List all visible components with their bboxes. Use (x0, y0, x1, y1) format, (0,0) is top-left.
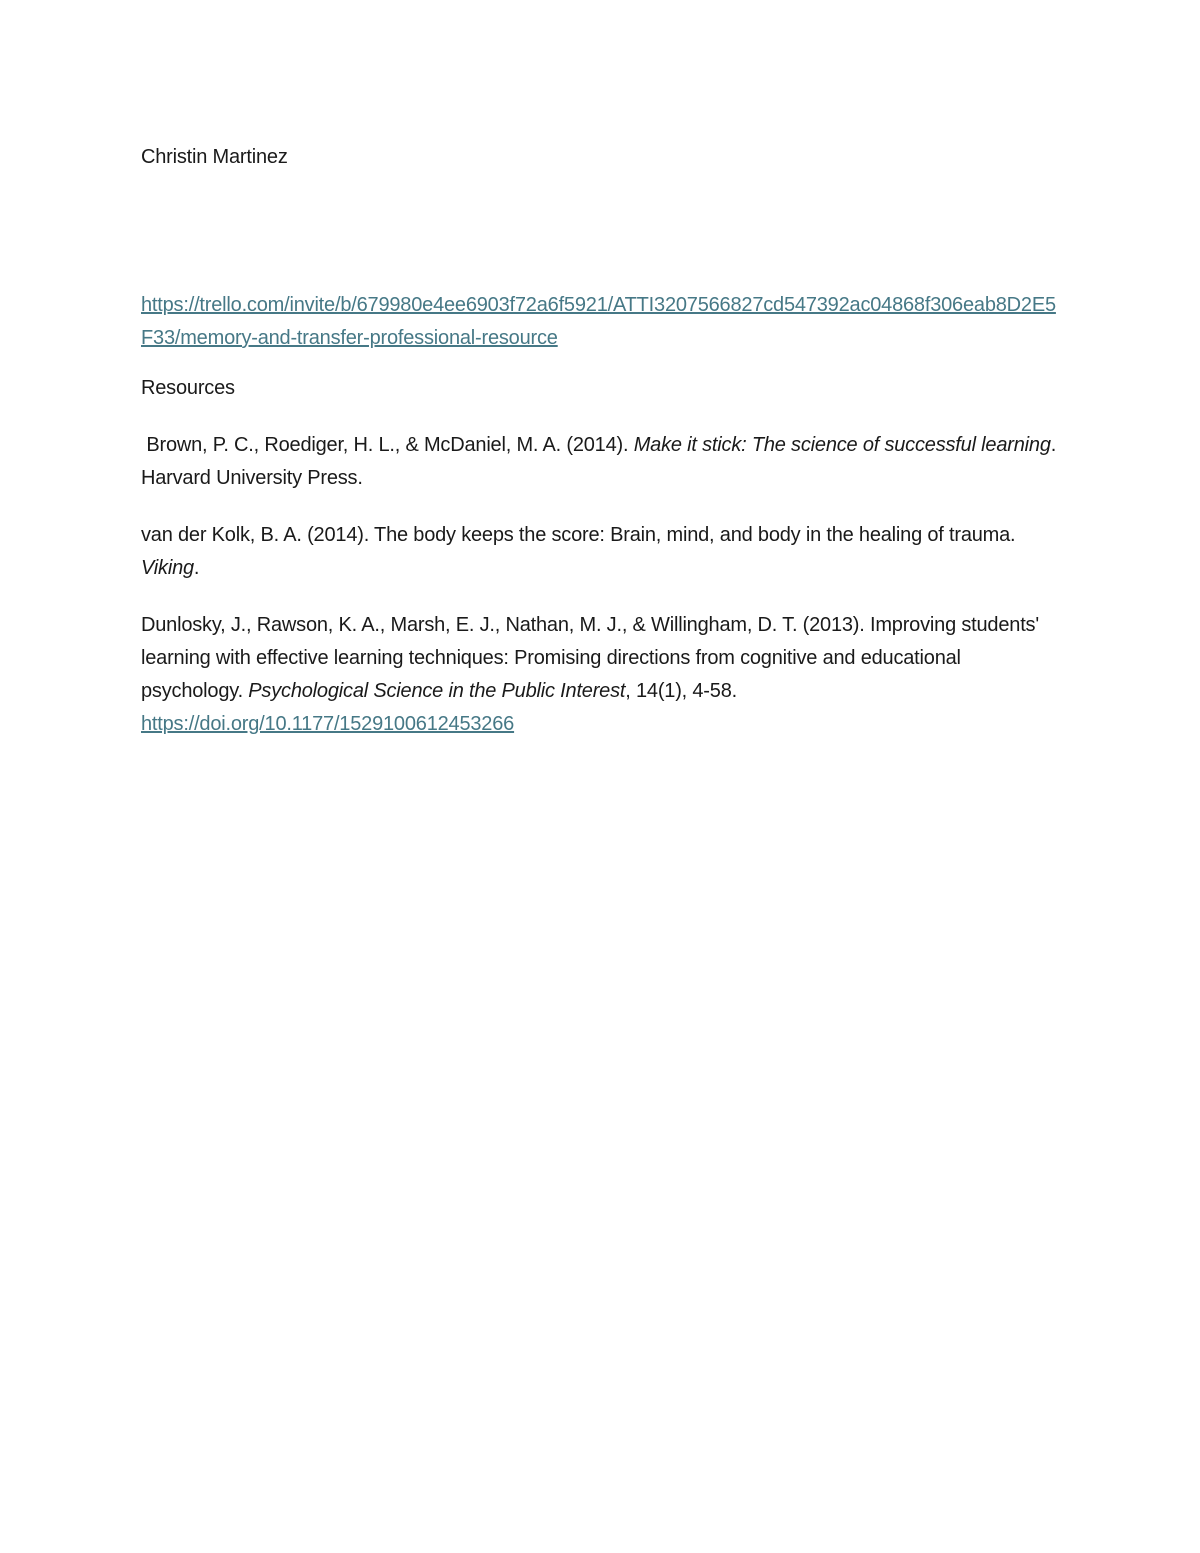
doi-link[interactable]: https://doi.org/10.1177/1529100612453266 (141, 713, 515, 735)
reference-dunlosky-journal: Psychological Science in the Public Interest (248, 680, 626, 702)
reference-brown-publisher: . Harvard University Press. (141, 434, 1057, 489)
reference-brown-authors: Brown, P. C., Roediger, H. L., & McDaniel, M. A. (2014). (141, 434, 634, 456)
reference-dunlosky-volume: , 14(1), 4-58. (625, 680, 743, 702)
reference-van-der-kolk-end: . (193, 557, 200, 579)
reference-dunlosky (141, 609, 1061, 741)
reference-dunlosky-text: Dunlosky, J., Rawson, K. A., Marsh, E. J., Nathan, M. J., & Willingham, D. T. (2013). Improving students' learning with effective learning techniques: Promising directions from cognitive and educational psychology. (141, 614, 1039, 702)
reference-van-der-kolk (141, 519, 1061, 585)
reference-brown (141, 429, 1061, 495)
reference-brown-title: Make it stick: The science of successful learning (633, 434, 1051, 456)
document-body (141, 141, 1061, 741)
author-name: Christin Martinez (141, 146, 288, 168)
reference-van-der-kolk-publisher: Viking (141, 557, 194, 579)
resources-heading: Resources (141, 377, 235, 399)
board-url-paragraph (141, 289, 1061, 355)
reference-van-der-kolk-text: van der Kolk, B. A. (2014). The body keeps the score: Brain, mind, and body in the healing of trauma. (141, 524, 1016, 546)
trello-board-link[interactable]: https://trello.com/invite/b/679980e4ee6903f72a6f5921/ATTI3207566827cd547392ac04868f306eab8D2E5F33/memory-and-transfer-professional-resource (141, 294, 1056, 349)
